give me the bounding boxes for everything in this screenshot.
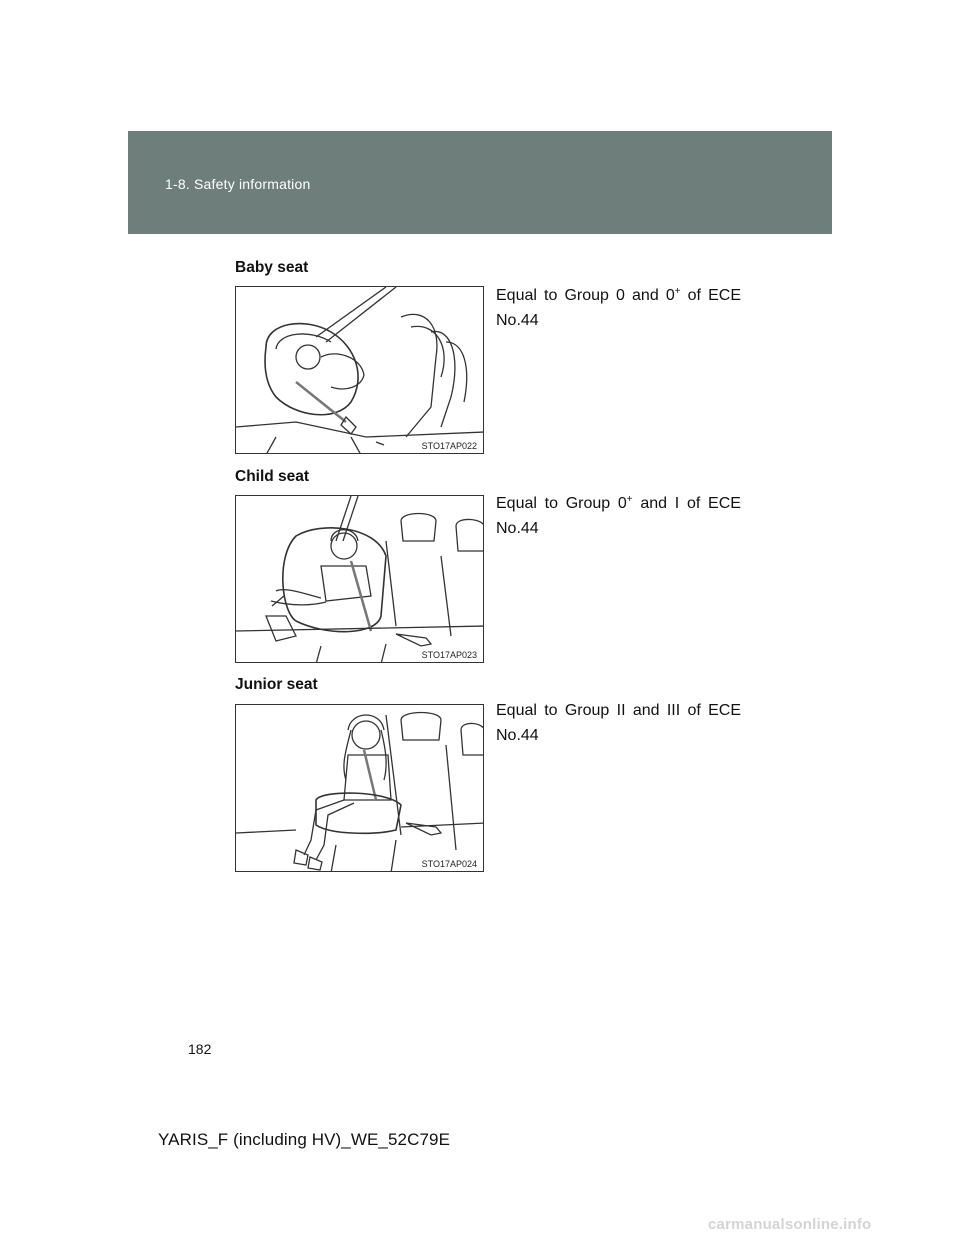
desc-word: to [544,495,558,512]
watermark: carmanualsonline.info [708,1216,872,1233]
document-id: YARIS_F (including HV)_WE_52C79E [158,1130,451,1149]
figure-code: STO17AP024 [421,859,477,869]
superscript-plus: + [626,494,633,505]
desc-word: and [632,287,659,304]
desc-word: Group [565,495,611,512]
junior-seat-illustration [235,704,484,872]
baby-seat-description [496,283,741,333]
section-title: 1-8. Safety information [165,176,311,192]
desc-word: II [616,702,626,719]
figure-code: STO17AP022 [421,441,477,451]
superscript-plus: + [674,286,681,297]
desc-word: III [666,702,681,719]
child-seat-heading: Child seat [235,468,310,485]
desc-word: Equal [496,287,537,304]
desc-word: Equal [496,495,537,512]
child-seat-description [496,491,741,541]
desc-line-2: No.44 [496,312,539,329]
header-band [128,131,832,234]
junior-seat-description [496,698,741,748]
desc-word: Group [564,702,610,719]
baby-seat-heading: Baby seat [235,259,309,276]
desc-word: and [640,495,668,512]
child-seat-illustration [235,495,484,663]
baby-seat-illustration [235,286,484,454]
desc-word: ECE [708,702,741,719]
figure-code: STO17AP023 [421,650,477,660]
desc-word: Equal [496,702,537,719]
junior-seat-heading: Junior seat [235,676,318,693]
page-number: 182 [188,1041,212,1057]
desc-word: to [544,702,558,719]
desc-word: I [674,495,680,512]
desc-word: of [687,702,701,719]
desc-word: ECE [708,287,741,304]
desc-word: ECE [708,495,741,512]
desc-word: 0 [616,287,625,304]
desc-word: Group [564,287,609,304]
desc-line-2: No.44 [496,727,539,744]
desc-word: of [687,287,701,304]
desc-word: and [632,702,660,719]
desc-word: 0+ [617,494,633,512]
desc-word: 0+ [665,286,681,304]
desc-word: of [686,495,701,512]
desc-word: to [544,287,558,304]
desc-line-2: No.44 [496,520,539,537]
